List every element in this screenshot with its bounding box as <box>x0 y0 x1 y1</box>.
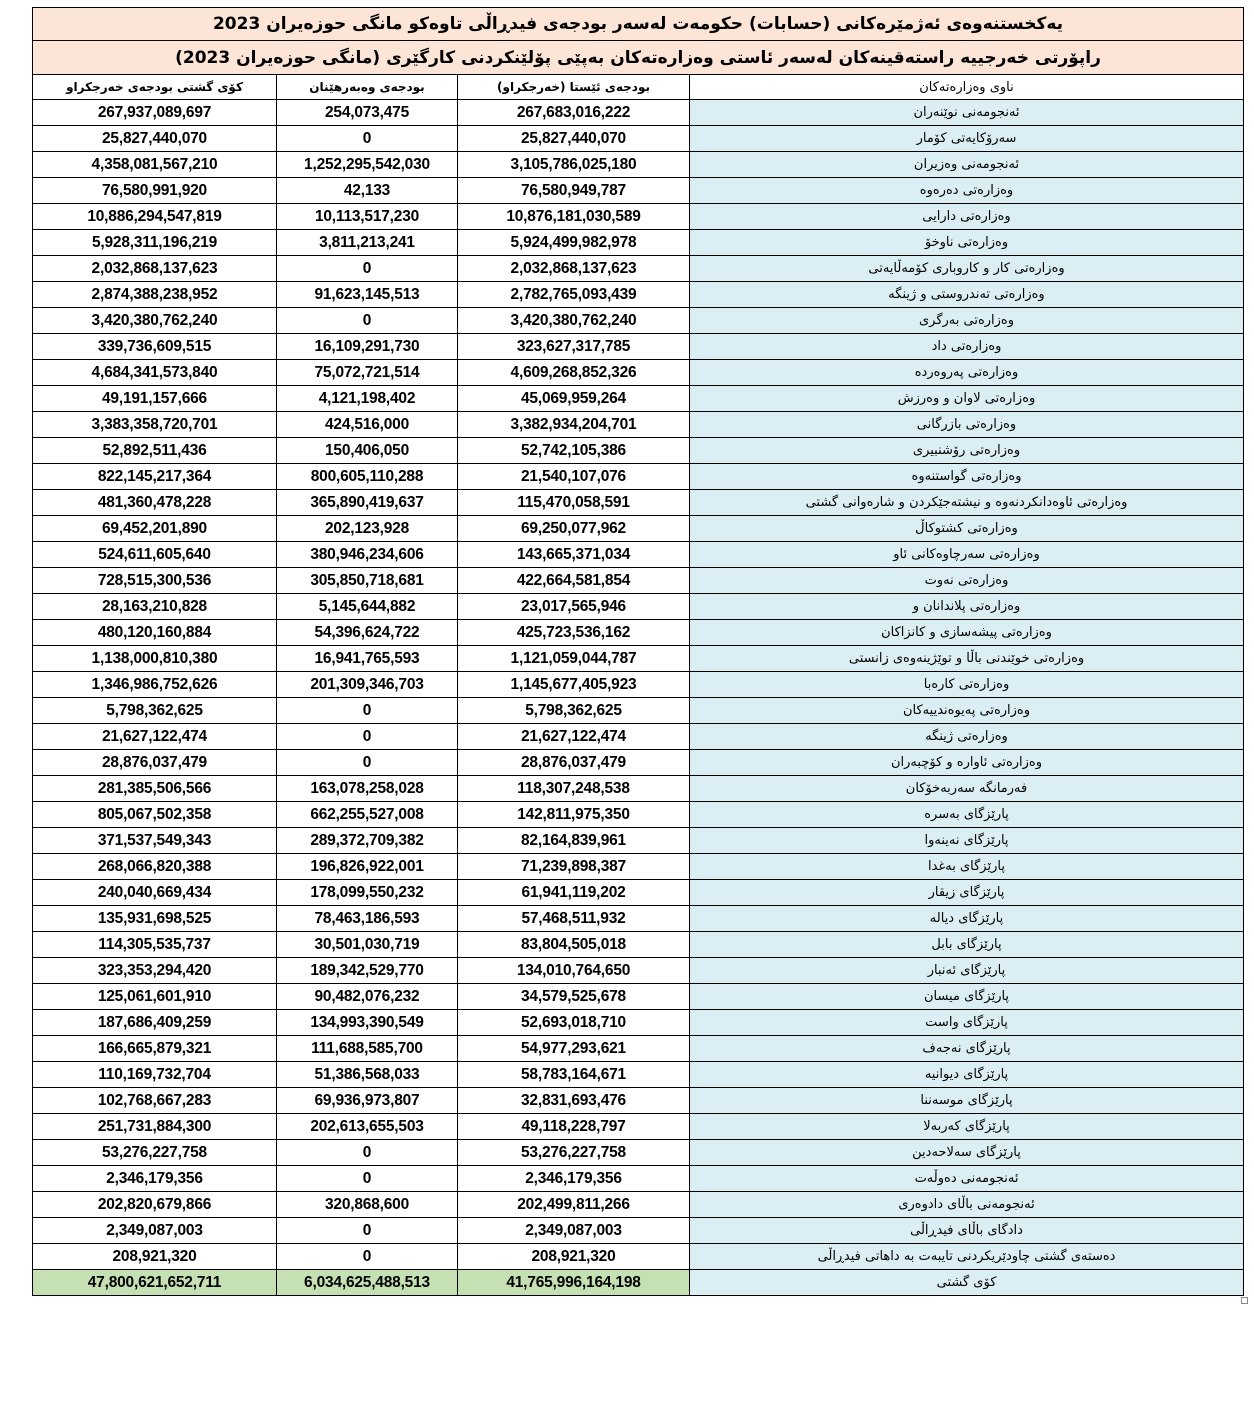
table-row <box>33 698 1244 724</box>
current-budget-cell: 3,420,380,762,240 <box>458 308 690 334</box>
investment-budget-cell: 5,145,644,882 <box>277 594 458 620</box>
table-row <box>33 282 1244 308</box>
ministry-name-cell: وەزارەتی بازرگانی <box>690 412 1244 438</box>
ministry-name-cell: دەستەی گشتی چاودێریکردنی تایبەت بە داهاتی فیدڕاڵی <box>690 1244 1244 1270</box>
total-spent-cell: 1,138,000,810,380 <box>33 646 277 672</box>
current-budget-cell: 2,346,179,356 <box>458 1166 690 1192</box>
table-row <box>33 750 1244 776</box>
total-spent-cell: 69,452,201,890 <box>33 516 277 542</box>
total-spent-cell: 2,032,868,137,623 <box>33 256 277 282</box>
ministry-name-cell: ئەنجومەنی نوێنەران <box>690 100 1244 126</box>
investment-budget-cell: 78,463,186,593 <box>277 906 458 932</box>
investment-budget-cell: 305,850,718,681 <box>277 568 458 594</box>
table-row <box>33 152 1244 178</box>
current-budget-cell: 202,499,811,266 <box>458 1192 690 1218</box>
current-budget-cell: 422,664,581,854 <box>458 568 690 594</box>
table-row <box>33 204 1244 230</box>
table-row <box>33 1036 1244 1062</box>
table-row <box>33 334 1244 360</box>
current-budget-cell: 54,977,293,621 <box>458 1036 690 1062</box>
ministry-name-cell: پارێزگای زیقار <box>690 880 1244 906</box>
table-row <box>33 1114 1244 1140</box>
grand-total-investment-cell: 6,034,625,488,513 <box>277 1270 458 1296</box>
ministry-name-cell: پارێزگای ئەنبار <box>690 958 1244 984</box>
investment-budget-cell: 54,396,624,722 <box>277 620 458 646</box>
ministry-name-cell: وەزارەتی پەروەردە <box>690 360 1244 386</box>
ministry-name-cell: پارێزگای میسان <box>690 984 1244 1010</box>
investment-budget-cell: 0 <box>277 724 458 750</box>
investment-budget-cell: 0 <box>277 256 458 282</box>
grand-total-row <box>33 1270 1244 1296</box>
current-budget-cell: 142,811,975,350 <box>458 802 690 828</box>
current-budget-cell: 34,579,525,678 <box>458 984 690 1010</box>
ministry-name-cell: پارێزگای بەغدا <box>690 854 1244 880</box>
table-row <box>33 724 1244 750</box>
ministry-name-cell: وەزارەتی ناوخۆ <box>690 230 1244 256</box>
ministry-name-cell: وەزارەتی داد <box>690 334 1244 360</box>
total-spent-cell: 4,684,341,573,840 <box>33 360 277 386</box>
current-budget-cell: 58,783,164,671 <box>458 1062 690 1088</box>
total-spent-cell: 5,928,311,196,219 <box>33 230 277 256</box>
total-spent-cell: 28,163,210,828 <box>33 594 277 620</box>
total-spent-cell: 2,349,087,003 <box>33 1218 277 1244</box>
current-budget-cell: 82,164,839,961 <box>458 828 690 854</box>
investment-budget-cell: 0 <box>277 1244 458 1270</box>
table-row <box>33 542 1244 568</box>
current-budget-cell: 115,470,058,591 <box>458 490 690 516</box>
table-row <box>33 880 1244 906</box>
table-row <box>33 516 1244 542</box>
investment-budget-cell: 254,073,475 <box>277 100 458 126</box>
table-row <box>33 1010 1244 1036</box>
table-resize-handle[interactable] <box>1241 1297 1248 1304</box>
total-spent-cell: 21,627,122,474 <box>33 724 277 750</box>
table-row <box>33 594 1244 620</box>
current-budget-cell: 21,627,122,474 <box>458 724 690 750</box>
table-row <box>33 854 1244 880</box>
current-budget-cell: 5,924,499,982,978 <box>458 230 690 256</box>
total-spent-cell: 323,353,294,420 <box>33 958 277 984</box>
current-budget-cell: 2,349,087,003 <box>458 1218 690 1244</box>
current-budget-cell: 4,609,268,852,326 <box>458 360 690 386</box>
total-spent-cell: 822,145,217,364 <box>33 464 277 490</box>
ministry-name-cell: پارێزگای نەینەوا <box>690 828 1244 854</box>
investment-budget-cell: 380,946,234,606 <box>277 542 458 568</box>
investment-budget-cell: 30,501,030,719 <box>277 932 458 958</box>
current-budget-cell: 143,665,371,034 <box>458 542 690 568</box>
ministry-name-cell: وەزارەتی پیشەسازی و کانزاکان <box>690 620 1244 646</box>
grand-total-spent-cell: 47,800,621,652,711 <box>33 1270 277 1296</box>
total-spent-cell: 3,383,358,720,701 <box>33 412 277 438</box>
total-spent-cell: 1,346,986,752,626 <box>33 672 277 698</box>
total-spent-cell: 52,892,511,436 <box>33 438 277 464</box>
investment-budget-cell: 3,811,213,241 <box>277 230 458 256</box>
total-spent-cell: 208,921,320 <box>33 1244 277 1270</box>
ministry-name-cell: وەزارەتی پەیوەندییەکان <box>690 698 1244 724</box>
current-budget-cell: 32,831,693,476 <box>458 1088 690 1114</box>
table-row <box>33 1218 1244 1244</box>
ministry-name-cell: ئەنجومەنی وەزیران <box>690 152 1244 178</box>
total-spent-cell: 28,876,037,479 <box>33 750 277 776</box>
total-spent-cell: 53,276,227,758 <box>33 1140 277 1166</box>
grand-total-current-cell: 41,765,996,164,198 <box>458 1270 690 1296</box>
table-row <box>33 1244 1244 1270</box>
ministry-name-cell: وەزارەتی رۆشنبیری <box>690 438 1244 464</box>
ministry-name-cell: وەزارەتی ئاوەدانکردنەوە و نیشتەجێکردن و شارەوانی گشتی <box>690 490 1244 516</box>
current-budget-cell: 52,742,105,386 <box>458 438 690 464</box>
investment-budget-cell: 16,109,291,730 <box>277 334 458 360</box>
table-row <box>33 256 1244 282</box>
table-row <box>33 1088 1244 1114</box>
column-header-total-spent: کۆی گشتی بودجەی خەرجکراو <box>33 75 277 100</box>
current-budget-cell: 49,118,228,797 <box>458 1114 690 1140</box>
column-header-current-budget: بودجەی ئێستا (خەرجکراو) <box>458 75 690 100</box>
total-spent-cell: 102,768,667,283 <box>33 1088 277 1114</box>
ministry-name-cell: پارێزگای بابل <box>690 932 1244 958</box>
current-budget-cell: 57,468,511,932 <box>458 906 690 932</box>
investment-budget-cell: 0 <box>277 750 458 776</box>
table-row <box>33 1166 1244 1192</box>
ministry-name-cell: وەزارەتی پلاندانان و <box>690 594 1244 620</box>
total-spent-cell: 2,346,179,356 <box>33 1166 277 1192</box>
total-spent-cell: 110,169,732,704 <box>33 1062 277 1088</box>
ministry-name-cell: فەرمانگە سەربەخۆکان <box>690 776 1244 802</box>
investment-budget-cell: 69,936,973,807 <box>277 1088 458 1114</box>
total-spent-cell: 339,736,609,515 <box>33 334 277 360</box>
table-row <box>33 386 1244 412</box>
ministry-name-cell: وەزارەتی ئاوارە و کۆچبەران <box>690 750 1244 776</box>
total-spent-cell: 3,420,380,762,240 <box>33 308 277 334</box>
total-spent-cell: 76,580,991,920 <box>33 178 277 204</box>
ministry-name-cell: پارێزگای سەلاحەدین <box>690 1140 1244 1166</box>
investment-budget-cell: 0 <box>277 308 458 334</box>
current-budget-cell: 61,941,119,202 <box>458 880 690 906</box>
ministry-name-cell: پارێزگای دیالە <box>690 906 1244 932</box>
column-header-investment-budget: بودجەی وەبەرهێنان <box>277 75 458 100</box>
investment-budget-cell: 289,372,709,382 <box>277 828 458 854</box>
current-budget-cell: 45,069,959,264 <box>458 386 690 412</box>
total-spent-cell: 481,360,478,228 <box>33 490 277 516</box>
investment-budget-cell: 4,121,198,402 <box>277 386 458 412</box>
investment-budget-cell: 134,993,390,549 <box>277 1010 458 1036</box>
table-row <box>33 906 1244 932</box>
investment-budget-cell: 365,890,419,637 <box>277 490 458 516</box>
ministry-name-cell: وەزارەتی خوێندنی باڵا و توێژینەوەی زانستی <box>690 646 1244 672</box>
table-row <box>33 464 1244 490</box>
investment-budget-cell: 150,406,050 <box>277 438 458 464</box>
investment-budget-cell: 424,516,000 <box>277 412 458 438</box>
table-row <box>33 490 1244 516</box>
current-budget-cell: 52,693,018,710 <box>458 1010 690 1036</box>
investment-budget-cell: 178,099,550,232 <box>277 880 458 906</box>
investment-budget-cell: 189,342,529,770 <box>277 958 458 984</box>
investment-budget-cell: 1,252,295,542,030 <box>277 152 458 178</box>
current-budget-cell: 118,307,248,538 <box>458 776 690 802</box>
total-spent-cell: 125,061,601,910 <box>33 984 277 1010</box>
ministry-name-cell: وەزارەتی دەرەوە <box>690 178 1244 204</box>
total-spent-cell: 371,537,549,343 <box>33 828 277 854</box>
ministry-name-cell: وەزارەتی گواستنەوە <box>690 464 1244 490</box>
investment-budget-cell: 0 <box>277 1166 458 1192</box>
ministry-name-cell: وەزارەتی ژینگە <box>690 724 1244 750</box>
ministry-name-cell: دادگای باڵای فیدڕاڵی <box>690 1218 1244 1244</box>
ministry-name-cell: وەزارەتی کارەبا <box>690 672 1244 698</box>
current-budget-cell: 83,804,505,018 <box>458 932 690 958</box>
investment-budget-cell: 75,072,721,514 <box>277 360 458 386</box>
table-row <box>33 672 1244 698</box>
table-row <box>33 828 1244 854</box>
total-spent-cell: 166,665,879,321 <box>33 1036 277 1062</box>
ministry-name-cell: پارێزگای موسەننا <box>690 1088 1244 1114</box>
current-budget-cell: 21,540,107,076 <box>458 464 690 490</box>
total-spent-cell: 251,731,884,300 <box>33 1114 277 1140</box>
report-title: یەکخستنەوەی ئەژمێرەکانی (حسابات) حکومەت لەسەر بودجەی فیدڕاڵی تاوەکو مانگی حوزەیران 2023 <box>33 8 1244 41</box>
current-budget-cell: 2,782,765,093,439 <box>458 282 690 308</box>
ministry-name-cell: وەزارەتی نەوت <box>690 568 1244 594</box>
report-subtitle: راپۆرتی خەرجییە راستەقینەکان لەسەر ئاستی وەزارەتەکان بەپێی پۆلێنکردنی کارگێری (مانگی حوزەیران 2023) <box>33 41 1244 75</box>
current-budget-cell: 23,017,565,946 <box>458 594 690 620</box>
investment-budget-cell: 91,623,145,513 <box>277 282 458 308</box>
investment-budget-cell: 51,386,568,033 <box>277 1062 458 1088</box>
investment-budget-cell: 16,941,765,593 <box>277 646 458 672</box>
investment-budget-cell: 42,133 <box>277 178 458 204</box>
investment-budget-cell: 201,309,346,703 <box>277 672 458 698</box>
total-spent-cell: 268,066,820,388 <box>33 854 277 880</box>
table-row <box>33 620 1244 646</box>
table-row <box>33 958 1244 984</box>
current-budget-cell: 3,105,786,025,180 <box>458 152 690 178</box>
current-budget-cell: 2,032,868,137,623 <box>458 256 690 282</box>
investment-budget-cell: 0 <box>277 1140 458 1166</box>
total-spent-cell: 49,191,157,666 <box>33 386 277 412</box>
investment-budget-cell: 202,123,928 <box>277 516 458 542</box>
ministry-name-cell: سەرۆکایەتی کۆمار <box>690 126 1244 152</box>
investment-budget-cell: 163,078,258,028 <box>277 776 458 802</box>
table-row <box>33 360 1244 386</box>
current-budget-cell: 267,683,016,222 <box>458 100 690 126</box>
current-budget-cell: 323,627,317,785 <box>458 334 690 360</box>
investment-budget-cell: 10,113,517,230 <box>277 204 458 230</box>
current-budget-cell: 5,798,362,625 <box>458 698 690 724</box>
title-row-2 <box>33 41 1244 75</box>
current-budget-cell: 1,145,677,405,923 <box>458 672 690 698</box>
table-row <box>33 230 1244 256</box>
ministry-name-cell: وەزارەتی کار و کاروباری کۆمەڵایەتی <box>690 256 1244 282</box>
investment-budget-cell: 0 <box>277 1218 458 1244</box>
total-spent-cell: 202,820,679,866 <box>33 1192 277 1218</box>
ministry-name-cell: وەزارەتی لاوان و وەرزش <box>690 386 1244 412</box>
current-budget-cell: 28,876,037,479 <box>458 750 690 776</box>
current-budget-cell: 71,239,898,387 <box>458 854 690 880</box>
total-spent-cell: 4,358,081,567,210 <box>33 152 277 178</box>
current-budget-cell: 10,876,181,030,589 <box>458 204 690 230</box>
ministry-name-cell: وەزارەتی تەندروستی و ژینگە <box>690 282 1244 308</box>
table-row <box>33 776 1244 802</box>
investment-budget-cell: 0 <box>277 126 458 152</box>
total-spent-cell: 187,686,409,259 <box>33 1010 277 1036</box>
table-row <box>33 412 1244 438</box>
ministry-name-cell: پارێزگای نەجەف <box>690 1036 1244 1062</box>
total-spent-cell: 524,611,605,640 <box>33 542 277 568</box>
table-row <box>33 932 1244 958</box>
ministry-name-cell: ئەنجومەنی دەوڵەت <box>690 1166 1244 1192</box>
investment-budget-cell: 0 <box>277 698 458 724</box>
investment-budget-cell: 800,605,110,288 <box>277 464 458 490</box>
table-row <box>33 984 1244 1010</box>
table-row <box>33 646 1244 672</box>
current-budget-cell: 134,010,764,650 <box>458 958 690 984</box>
total-spent-cell: 281,385,506,566 <box>33 776 277 802</box>
ministry-name-cell: ئەنجومەنی باڵای دادوەری <box>690 1192 1244 1218</box>
total-spent-cell: 267,937,089,697 <box>33 100 277 126</box>
investment-budget-cell: 196,826,922,001 <box>277 854 458 880</box>
current-budget-cell: 425,723,536,162 <box>458 620 690 646</box>
total-spent-cell: 805,067,502,358 <box>33 802 277 828</box>
column-header-ministry-name: ناوی وەزارەتەکان <box>690 75 1244 100</box>
investment-budget-cell: 320,868,600 <box>277 1192 458 1218</box>
investment-budget-cell: 662,255,527,008 <box>277 802 458 828</box>
total-spent-cell: 728,515,300,536 <box>33 568 277 594</box>
ministry-name-cell: وەزارەتی کشتوکاڵ <box>690 516 1244 542</box>
total-spent-cell: 114,305,535,737 <box>33 932 277 958</box>
total-spent-cell: 25,827,440,070 <box>33 126 277 152</box>
grand-total-label: کۆی گشتی <box>690 1270 1244 1296</box>
table-row <box>33 100 1244 126</box>
table-row <box>33 1062 1244 1088</box>
title-row-1 <box>33 8 1244 41</box>
total-spent-cell: 2,874,388,238,952 <box>33 282 277 308</box>
total-spent-cell: 480,120,160,884 <box>33 620 277 646</box>
ministry-name-cell: وەزارەتی سەرچاوەکانی ئاو <box>690 542 1244 568</box>
column-header-row <box>33 75 1244 100</box>
table-row <box>33 1192 1244 1218</box>
table-row <box>33 438 1244 464</box>
total-spent-cell: 135,931,698,525 <box>33 906 277 932</box>
budget-report-table <box>32 7 1244 1296</box>
table-row <box>33 308 1244 334</box>
current-budget-cell: 25,827,440,070 <box>458 126 690 152</box>
investment-budget-cell: 90,482,076,232 <box>277 984 458 1010</box>
table-row <box>33 1140 1244 1166</box>
table-row <box>33 802 1244 828</box>
table-row <box>33 568 1244 594</box>
current-budget-cell: 53,276,227,758 <box>458 1140 690 1166</box>
total-spent-cell: 5,798,362,625 <box>33 698 277 724</box>
current-budget-cell: 208,921,320 <box>458 1244 690 1270</box>
current-budget-cell: 76,580,949,787 <box>458 178 690 204</box>
ministry-name-cell: پارێزگای واست <box>690 1010 1244 1036</box>
ministry-name-cell: وەزارەتی بەرگری <box>690 308 1244 334</box>
current-budget-cell: 69,250,077,962 <box>458 516 690 542</box>
table-row <box>33 178 1244 204</box>
current-budget-cell: 1,121,059,044,787 <box>458 646 690 672</box>
ministry-name-cell: پارێزگای دیوانیە <box>690 1062 1244 1088</box>
investment-budget-cell: 202,613,655,503 <box>277 1114 458 1140</box>
ministry-name-cell: پارێزگای بەسرە <box>690 802 1244 828</box>
current-budget-cell: 3,382,934,204,701 <box>458 412 690 438</box>
table-row <box>33 126 1244 152</box>
ministry-name-cell: پارێزگای کەربەلا <box>690 1114 1244 1140</box>
ministry-name-cell: وەزارەتی دارایی <box>690 204 1244 230</box>
total-spent-cell: 10,886,294,547,819 <box>33 204 277 230</box>
investment-budget-cell: 111,688,585,700 <box>277 1036 458 1062</box>
total-spent-cell: 240,040,669,434 <box>33 880 277 906</box>
